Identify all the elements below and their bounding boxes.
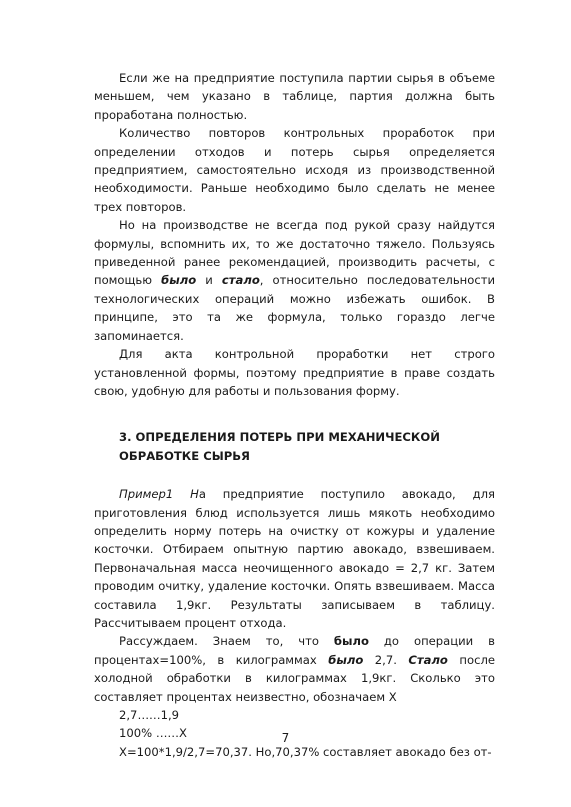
paragraph-3-part-e: , относительно последовательности технологических операций можно избежать ошибок. В принципе, это та же формула, только гораздо легче запоминается. [94, 273, 495, 343]
emphasis-bylo: было [161, 273, 197, 288]
emphasis-stalo-italic: Стало [408, 652, 448, 667]
example-paragraph [94, 485, 495, 632]
emphasis-bylo-italic: было [328, 652, 364, 667]
example-text: а предприятие поступило авокадо, для приготовления блюд используется лишь мякоть необходимо определить норму потерь на очистку от кожуры и удаление косточки. Отбираем опытную партию авокадо, взвешиваем. Первоначальная масса неочищенного авокадо = 2,7 кг. Затем проводим очитку, удаление косточки. Опять взвешиваем. Масса составила 1,9кг. Результаты записываем в таблицу. Рассчитываем процент отхода. [94, 487, 495, 630]
reasoning-part-e: 2,7. [363, 652, 409, 667]
section-heading [119, 428, 495, 465]
emphasis-stalo: стало [221, 273, 260, 288]
section-heading-line-1: 3. ОПРЕДЕЛЕНИЯ ПОТЕРЬ ПРИ МЕХАНИЧЕСКОЙ [119, 430, 440, 445]
final-line: Х=100*1,9/2,7=70,37. Но,70,37% составляет авокадо без от- [119, 744, 492, 759]
reasoning-paragraph [94, 632, 495, 706]
paragraph-3-part-a: Но на производстве не всегда под рукой сразу найдутся формулы, вспомнить их, то же достаточно тяжело. Пользуясь приведенной ранее рекомендацией, производить расчеты, с помощью [94, 218, 495, 288]
reasoning-part-g: после холодной обработки в килограммах 1,9кг. Сколько это составляет процентах неизвестно, обозначаем Х [94, 652, 495, 704]
formula-line-2: 100% ……Х [119, 726, 187, 741]
section-heading-line-2: ОБРАБОТКЕ СЫРЬЯ [119, 448, 250, 463]
paragraph-1: Если же на предприятие поступила партии сырья в объеме меньшем, чем указано в таблице, партия должна быть проработана полностью. [94, 71, 495, 122]
reasoning-part-c: до операции в процентах=100%, в килограммах [94, 634, 495, 667]
emphasis-bylo-bold: было [333, 634, 369, 649]
page-number: 7 [281, 731, 290, 745]
paragraph-3 [94, 216, 495, 345]
example-label: Пример1 Н [119, 487, 199, 502]
paragraph-2: Количество повторов контрольных проработок при определении отходов и потерь сырья определяется предприятием, самостоятельно исходя из производственной необходимости. Раньше необходимо было сделать не менее трех повторов. [94, 126, 495, 214]
paragraph-3-part-c: и [196, 273, 222, 288]
body-text [94, 69, 495, 761]
reasoning-part-a: Рассуждаем. Знаем то, что [119, 634, 334, 649]
formula-line-1: 2,7……1,9 [119, 708, 180, 722]
paragraph-4: Для акта контрольной проработки нет строго установленной формы, поэтому предприятие в праве создать свою, удобную для работы и пользования форму. [94, 347, 495, 398]
